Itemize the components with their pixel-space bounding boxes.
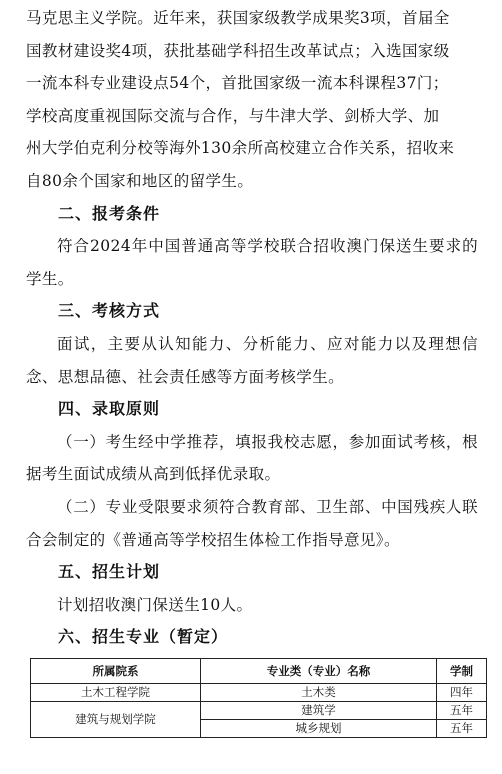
header-duration: 学制 xyxy=(437,658,487,683)
table-row xyxy=(31,701,487,719)
cell-major: 建筑学 xyxy=(201,701,437,719)
section-heading-admission: 四、录取原则 xyxy=(58,399,161,419)
table-row xyxy=(31,683,487,701)
header-college: 所属院系 xyxy=(31,658,201,683)
section-heading-assessment: 三、考核方式 xyxy=(58,301,161,321)
header-major: 专业类（专业）名称 xyxy=(201,658,437,683)
cell-major: 城乡规划 xyxy=(201,719,437,737)
admission-rule-2: （二）专业受限要求须符合教育部、卫生部、中国残疾人联合会制定的《普通高等学校招生体检工作指导意见》。 xyxy=(26,497,478,549)
intro-line: 自80余个国家和地区的留学生。 xyxy=(26,171,254,190)
assessment-text: 面试，主要从认知能力、分析能力、应对能力以及理想信念、思想品德、社会责任感等方面考核学生。 xyxy=(26,334,478,386)
section-heading-eligibility: 二、报考条件 xyxy=(58,203,161,223)
cell-college: 土木工程学院 xyxy=(31,683,201,701)
cell-duration: 四年 xyxy=(437,683,487,701)
intro-paragraph xyxy=(26,0,478,198)
eligibility-text: 符合2024年中国普通高等学校联合招收澳门保送生要求的学生。 xyxy=(26,237,478,288)
intro-line: 州大学伯克利分校等海外130余所高校建立合作关系，招收来 xyxy=(26,139,455,158)
intro-line: 一流本科专业建设点54个，首批国家级一流本科课程37门； xyxy=(26,74,449,93)
section-heading-majors: 六、招生专业（暂定） xyxy=(58,627,229,647)
admission-rule-1: （一）考生经中学推荐，填报我校志愿，参加面试考核，根据考生面试成绩从高到低择优录取。 xyxy=(26,432,478,484)
cell-college: 建筑与规划学院 xyxy=(31,701,201,737)
intro-line: 马克思主义学院。近年来，获国家级教学成果奖3项，首届全 xyxy=(26,9,450,27)
majors-table xyxy=(30,658,487,738)
cell-major: 土木类 xyxy=(201,683,437,701)
table-header-row xyxy=(31,658,487,683)
plan-text: 计划招收澳门保送生10人。 xyxy=(57,595,253,614)
intro-line: 学校高度重视国际交流与合作，与牛津大学、剑桥大学、加 xyxy=(26,106,440,125)
intro-line: 国教材建设奖4项，获批基础学科招生改革试点；入选国家级 xyxy=(26,41,450,60)
section-heading-plan: 五、招生计划 xyxy=(58,562,161,582)
cell-duration: 五年 xyxy=(437,701,487,719)
cell-duration: 五年 xyxy=(437,719,487,737)
